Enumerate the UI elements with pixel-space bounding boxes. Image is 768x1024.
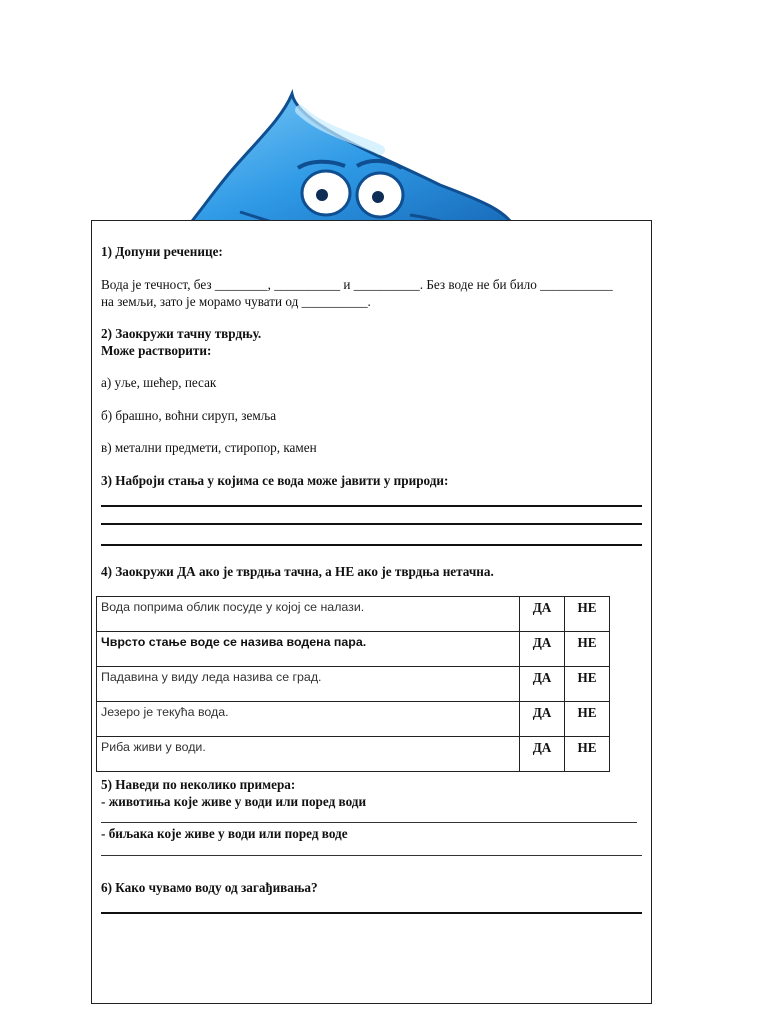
no-option[interactable]: НЕ — [565, 632, 610, 667]
q2-option-b[interactable]: б) брашно, воћни сируп, земља — [101, 408, 277, 423]
yes-option[interactable]: ДА — [520, 632, 565, 667]
q6-title: 6) Како чувамо воду од загађивања? — [101, 880, 318, 895]
q1-line2: на земљи, зато је морамо чувати од __________. — [101, 294, 371, 309]
q5-title: 5) Наведи по неколико примера: — [101, 777, 296, 792]
statement-cell: Чврсто стање воде се назива водена пара. — [97, 632, 520, 667]
q2-option-c[interactable]: в) метални предмети, стиропор, камен — [101, 440, 317, 455]
no-option[interactable]: НЕ — [565, 597, 610, 632]
yes-option[interactable]: ДА — [520, 737, 565, 772]
q3-answer-line[interactable] — [101, 544, 642, 546]
q2-title: 2) Заокружи тачну тврдњу. — [101, 326, 262, 341]
table-row — [97, 597, 610, 632]
q1-line1: Вода је течност, без ________, __________ и __________. Без воде не би било ___________ — [101, 277, 613, 292]
q3-answer-line[interactable] — [101, 523, 642, 525]
true-false-table — [96, 596, 610, 772]
no-option[interactable]: НЕ — [565, 667, 610, 702]
table-row — [97, 702, 610, 737]
q5-answer-line[interactable] — [101, 822, 637, 823]
q4-title: 4) Заокружи ДА ако је тврдња тачна, а НЕ ако је тврдња нетачна. — [101, 564, 494, 579]
no-option[interactable]: НЕ — [565, 737, 610, 772]
table-row — [97, 632, 610, 667]
statement-cell: Вода поприма облик посуде у којој се налази. — [97, 597, 520, 632]
table-row — [97, 667, 610, 702]
q5-item-animals: - животиња које живе у води или поред води — [101, 794, 367, 809]
q3-title: 3) Наброји стања у којима се вода може јавити у природи: — [101, 473, 449, 488]
worksheet — [91, 220, 652, 1004]
q1-title: 1) Допуни реченице: — [101, 244, 223, 259]
yes-option[interactable]: ДА — [520, 667, 565, 702]
yes-option[interactable]: ДА — [520, 597, 565, 632]
q5-answer-line[interactable] — [101, 855, 642, 856]
statement-cell: Риба живи у води. — [97, 737, 520, 772]
yes-option[interactable]: ДА — [520, 702, 565, 737]
statement-cell: Падавина у виду леда назива се град. — [97, 667, 520, 702]
no-option[interactable]: НЕ — [565, 702, 610, 737]
q5-item-plants: - биљака које живе у води или поред воде — [101, 826, 348, 841]
q2-option-a[interactable]: а) уље, шећер, песак — [101, 375, 217, 390]
q2-subtitle: Може растворити: — [101, 343, 212, 358]
q6-answer-line[interactable] — [101, 912, 642, 914]
q3-answer-line[interactable] — [101, 505, 642, 507]
statement-cell: Језеро је текућа вода. — [97, 702, 520, 737]
table-row — [97, 737, 610, 772]
water-drop-mascot-image — [0, 0, 768, 230]
